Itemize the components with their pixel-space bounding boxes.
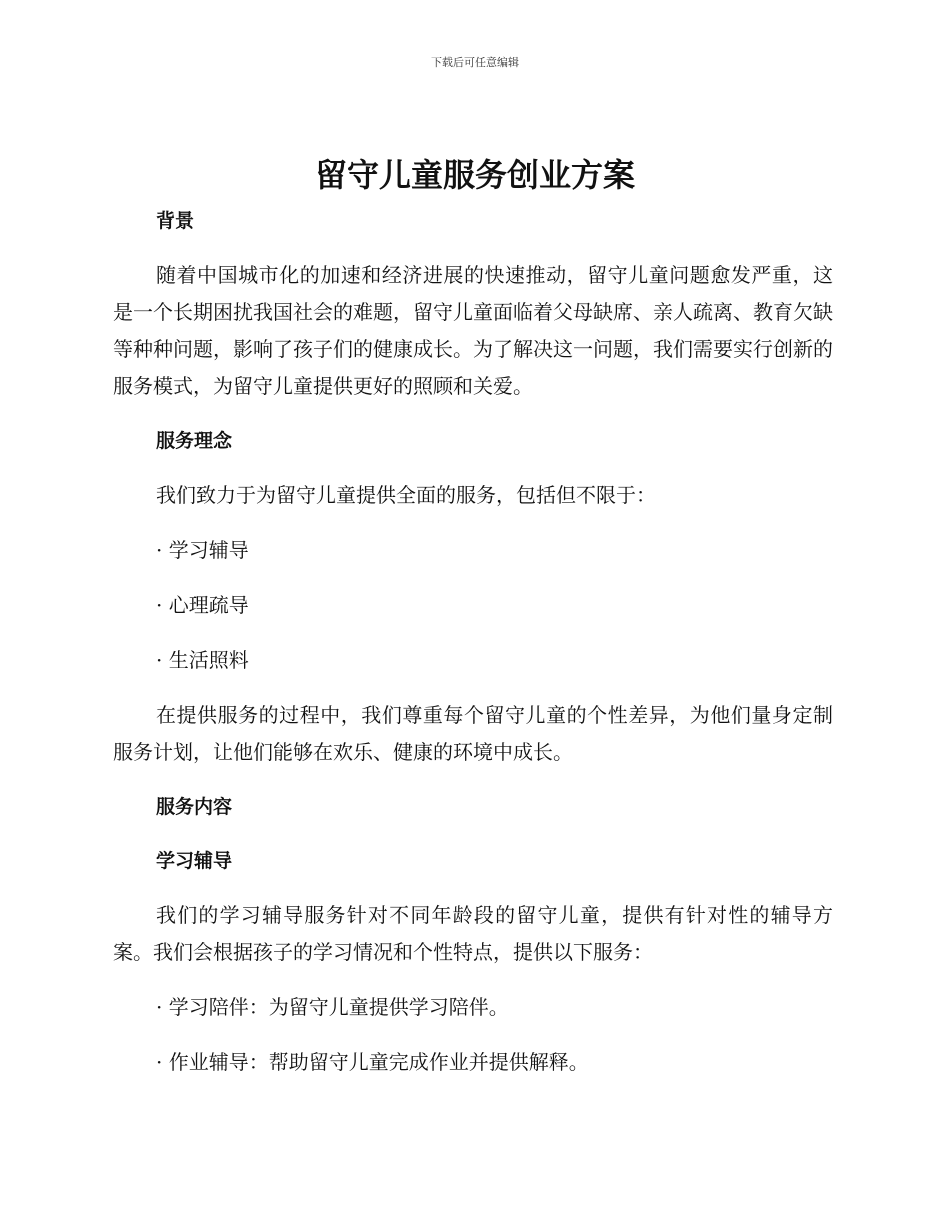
subsection-heading-tutoring: 学习辅导 — [156, 850, 233, 872]
background-paragraph: 随着中国城市化的加速和经济进展的快速推动，留守儿童问题愈发严重，这是一个长期困扰我国社会的难题，留守儿童面临着父母缺席、亲人疏离、教育欠缺等种种问题，影响了孩子们的健康成长。为了解决这一问题，我们需要实行创新的服务模式，为留守儿童提供更好的照顾和关爱。 — [113, 263, 833, 398]
section-heading-philosophy: 服务理念 — [156, 430, 233, 452]
list-item: · 学习陪伴：为留守儿童提供学习陪伴。 — [156, 995, 509, 1019]
section-heading-content: 服务内容 — [156, 796, 233, 818]
list-item: · 生活照料 — [156, 648, 249, 672]
list-item: · 作业辅导：帮助留守儿童完成作业并提供解释。 — [156, 1050, 589, 1074]
document-body — [113, 203, 833, 1081]
page-header-note: 下载后可任意编辑 — [431, 56, 519, 69]
document-title: 留守儿童服务创业方案 — [314, 156, 635, 194]
philosophy-intro: 我们致力于为留守儿童提供全面的服务，包括但不限于： — [156, 483, 656, 507]
list-item: · 心理疏导 — [156, 593, 249, 617]
philosophy-paragraph: 在提供服务的过程中，我们尊重每个留守儿童的个性差异，为他们量身定制服务计划，让他们能够在欢乐、健康的环境中成长。 — [113, 703, 833, 764]
list-item: · 学习辅导 — [156, 538, 249, 562]
tutoring-paragraph: 我们的学习辅导服务针对不同年龄段的留守儿童，提供有针对性的辅导方案。我们会根据孩子的学习情况和个性特点，提供以下服务： — [113, 903, 833, 964]
section-heading-background: 背景 — [156, 210, 195, 232]
